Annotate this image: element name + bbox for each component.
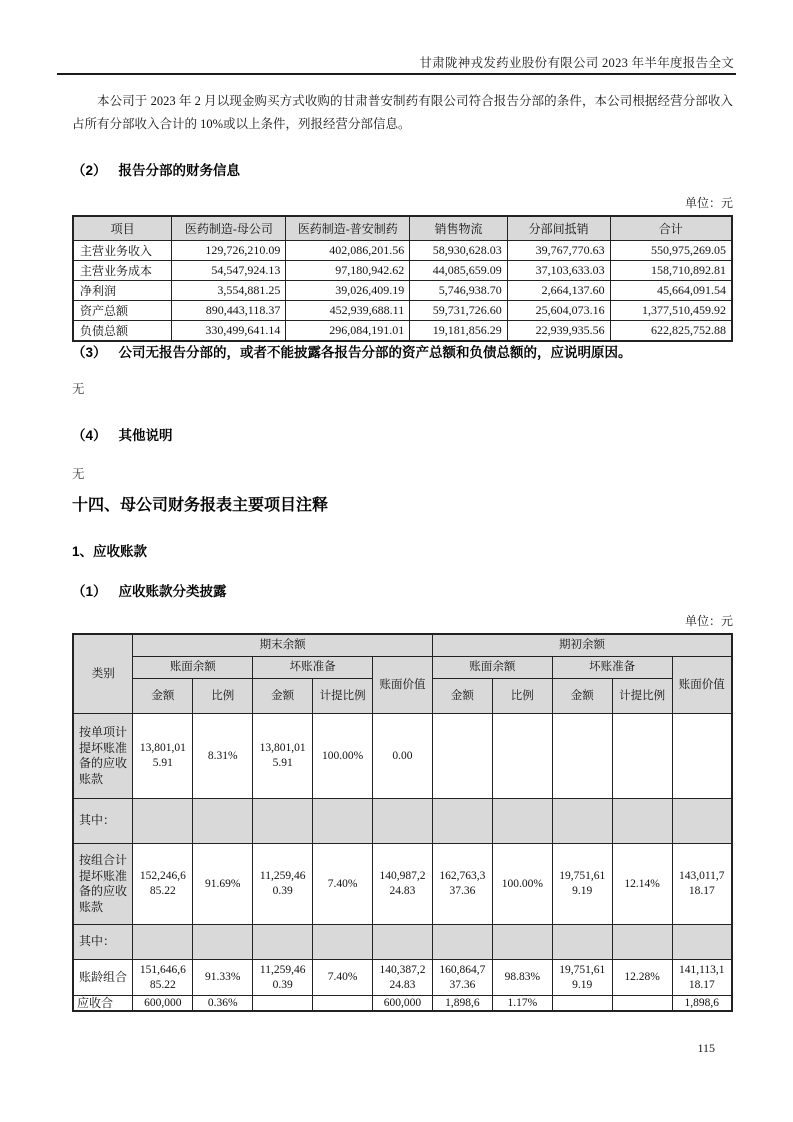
column-group-book-balance-end: 账面余额 <box>133 657 253 679</box>
cell-value: 152,246,685.22 <box>133 844 193 925</box>
cell-value: 13,801,015.91 <box>133 714 193 799</box>
table-row <box>73 996 732 1012</box>
page-number: 115 <box>697 1041 715 1055</box>
receivables-header-row-2 <box>73 657 732 679</box>
cell-value: 97,180,942.62 <box>286 261 410 281</box>
cell-value: 141,113,118.17 <box>672 960 732 996</box>
section3-number: （3） <box>72 345 107 360</box>
cell-value: 296,084,191.01 <box>286 321 410 342</box>
cell-value: 143,011,718.17 <box>672 844 732 925</box>
cell-value: 330,499,641.14 <box>172 321 286 342</box>
cell-value: 54,547,924.13 <box>172 261 286 281</box>
receivables-table-body <box>73 714 732 1012</box>
cell-value <box>552 799 612 844</box>
cell-value: 402,086,201.56 <box>286 241 410 261</box>
segment-table-header-row <box>73 216 732 241</box>
section2-number: （2） <box>72 163 107 178</box>
receivables-disclosure-heading <box>72 583 733 601</box>
cell-value <box>492 714 552 799</box>
table-row <box>73 321 732 342</box>
table-row <box>73 844 732 925</box>
column-header-amount-begin: 金额 <box>432 679 492 714</box>
unit-label-segment: 单位：元 <box>684 196 733 210</box>
section2-title: 报告分部的财务信息 <box>118 163 241 178</box>
cell-value: 11,259,460.39 <box>253 960 313 996</box>
receivables-disclosure-number: （1） <box>72 584 107 599</box>
cell-value <box>552 996 612 1012</box>
cell-value: 8.31% <box>193 714 253 799</box>
cell-value: 37,103,633.03 <box>507 261 610 281</box>
cell-value: 140,387,224.83 <box>373 960 433 996</box>
section4-content: 无 <box>72 467 85 481</box>
column-header-provision-ratio-end: 计提比例 <box>313 679 373 714</box>
column-header: 项目 <box>73 216 172 241</box>
cell-value <box>193 925 253 960</box>
cell-value: 140,987,224.83 <box>373 844 433 925</box>
row-label: 其中： <box>73 925 133 960</box>
cell-value: 11,259,460.39 <box>253 844 313 925</box>
column-header-ratio-begin: 比例 <box>492 679 552 714</box>
cell-value <box>133 799 193 844</box>
cell-value <box>432 799 492 844</box>
cell-value: 1.17% <box>492 996 552 1012</box>
cell-value: 550,975,269.05 <box>610 241 732 261</box>
cell-value <box>612 714 672 799</box>
section4-title: 其他说明 <box>118 428 173 443</box>
column-group-book-balance-begin: 账面余额 <box>432 657 552 679</box>
cell-value: 39,026,409.19 <box>286 281 410 301</box>
section14-heading: 十四、母公司财务报表主要项目注释 <box>72 497 329 514</box>
cell-value <box>373 799 433 844</box>
column-group-period-end: 期末余额 <box>133 634 433 657</box>
row-label: 主营业务收入 <box>73 241 172 261</box>
cell-value: 452,939,688.11 <box>286 301 410 321</box>
cell-value <box>612 996 672 1012</box>
cell-value: 45,664,091.54 <box>610 281 732 301</box>
column-header-ratio-end: 比例 <box>193 679 253 714</box>
receivables-disclosure-title: 应收账款分类披露 <box>118 584 227 599</box>
section3-title: 公司无报告分部的，或者不能披露各报告分部的资产总额和负债总额的，应说明原因。 <box>118 345 632 360</box>
cell-value <box>612 925 672 960</box>
column-header-provision-ratio-begin: 计提比例 <box>612 679 672 714</box>
column-header-carrying-value-begin: 账面价值 <box>672 657 732 714</box>
cell-value: 7.40% <box>313 960 373 996</box>
cell-value <box>552 925 612 960</box>
section3-heading <box>72 344 733 362</box>
table-row <box>73 261 732 281</box>
cell-value: 0.00 <box>373 714 433 799</box>
cell-value: 0.36% <box>193 996 253 1012</box>
row-label: 应收合 <box>73 996 133 1012</box>
cell-value <box>432 714 492 799</box>
receivables-heading: 1、应收账款 <box>72 544 148 559</box>
cell-value <box>133 925 193 960</box>
row-label: 资产总额 <box>73 301 172 321</box>
table-row <box>73 799 732 844</box>
section4-number: （4） <box>72 428 107 443</box>
cell-value: 91.69% <box>193 844 253 925</box>
row-label: 主营业务成本 <box>73 261 172 281</box>
column-header: 销售物流 <box>410 216 508 241</box>
column-group-bad-debt-begin: 坏账准备 <box>552 657 672 679</box>
cell-value <box>552 714 612 799</box>
cell-value <box>612 799 672 844</box>
cell-value <box>193 799 253 844</box>
cell-value: 7.40% <box>313 844 373 925</box>
segment-financial-table <box>72 215 733 342</box>
cell-value <box>373 925 433 960</box>
cell-value: 3,554,881.25 <box>172 281 286 301</box>
row-label: 按单项计提坏账准备的应收账款 <box>73 714 133 799</box>
segment-table-body <box>73 241 732 342</box>
section4-heading <box>72 427 733 445</box>
cell-value: 91.33% <box>193 960 253 996</box>
cell-value: 19,181,856.29 <box>410 321 508 342</box>
table-row <box>73 714 732 799</box>
table-row <box>73 960 732 996</box>
column-header-carrying-value-end: 账面价值 <box>373 657 433 714</box>
header-divider <box>57 73 736 75</box>
cell-value: 44,085,659.09 <box>410 261 508 281</box>
cell-value <box>492 799 552 844</box>
unit-label-receivables: 单位：元 <box>684 614 733 628</box>
cell-value <box>672 925 732 960</box>
column-group-period-begin: 期初余额 <box>432 634 732 657</box>
column-header: 合计 <box>610 216 732 241</box>
row-label: 按组合计提坏账准备的应收账款 <box>73 844 133 925</box>
cell-value <box>313 996 373 1012</box>
cell-value: 600,000 <box>133 996 193 1012</box>
section2-heading <box>72 162 733 180</box>
cell-value: 13,801,015.91 <box>253 714 313 799</box>
report-header-title: 甘肃陇神戎发药业股份有限公司 2023 年半年度报告全文 <box>419 56 734 70</box>
cell-value: 19,751,619.19 <box>552 844 612 925</box>
table-row <box>73 925 732 960</box>
column-header: 医药制造-母公司 <box>172 216 286 241</box>
cell-value: 39,767,770.63 <box>507 241 610 261</box>
column-header-amount-end: 金额 <box>133 679 193 714</box>
cell-value <box>672 799 732 844</box>
column-header: 医药制造-普安制药 <box>286 216 410 241</box>
table-row <box>73 241 732 261</box>
cell-value: 25,604,073.16 <box>507 301 610 321</box>
row-label: 净利润 <box>73 281 172 301</box>
row-label: 账龄组合 <box>73 960 133 996</box>
cell-value: 58,930,628.03 <box>410 241 508 261</box>
cell-value <box>672 714 732 799</box>
cell-value: 100.00% <box>313 714 373 799</box>
segment-intro-paragraph: 本公司于 2023 年 2 月以现金购买方式收购的甘肃普安制药有限公司符合报告分部的条件，本公司根据经营分部收入占所有分部收入合计的 10%或以上条件，列报经营分部信息。 <box>72 94 733 131</box>
table-row <box>73 281 732 301</box>
cell-value: 622,825,752.88 <box>610 321 732 342</box>
row-label: 其中： <box>73 799 133 844</box>
cell-value: 151,646,685.22 <box>133 960 193 996</box>
cell-value: 98.83% <box>492 960 552 996</box>
column-header-bad-amount-end: 金额 <box>253 679 313 714</box>
cell-value: 600,000 <box>373 996 433 1012</box>
receivables-table <box>72 633 733 1012</box>
column-group-bad-debt-end: 坏账准备 <box>253 657 373 679</box>
cell-value: 129,726,210.09 <box>172 241 286 261</box>
receivables-header-row-1 <box>73 634 732 657</box>
cell-value <box>313 799 373 844</box>
cell-value: 12.14% <box>612 844 672 925</box>
cell-value: 5,746,938.70 <box>410 281 508 301</box>
section3-content: 无 <box>72 382 85 396</box>
cell-value <box>253 799 313 844</box>
column-header: 分部间抵销 <box>507 216 610 241</box>
cell-value <box>492 925 552 960</box>
cell-value <box>432 925 492 960</box>
row-label: 负债总额 <box>73 321 172 342</box>
cell-value: 2,664,137.60 <box>507 281 610 301</box>
cell-value: 1,377,510,459.92 <box>610 301 732 321</box>
cell-value: 158,710,892.81 <box>610 261 732 281</box>
cell-value: 160,864,737.36 <box>432 960 492 996</box>
cell-value <box>253 996 313 1012</box>
cell-value: 890,443,118.37 <box>172 301 286 321</box>
table-row <box>73 301 732 321</box>
column-header-category: 类别 <box>73 634 133 714</box>
column-header-bad-amount-begin: 金额 <box>552 679 612 714</box>
cell-value: 100.00% <box>492 844 552 925</box>
cell-value <box>313 925 373 960</box>
cell-value <box>253 925 313 960</box>
cell-value: 22,939,935.56 <box>507 321 610 342</box>
cell-value: 162,763,337.36 <box>432 844 492 925</box>
cell-value: 12.28% <box>612 960 672 996</box>
cell-value: 19,751,619.19 <box>552 960 612 996</box>
cell-value: 59,731,726.60 <box>410 301 508 321</box>
cell-value: 1,898,6 <box>432 996 492 1012</box>
cell-value: 1,898,6 <box>672 996 732 1012</box>
